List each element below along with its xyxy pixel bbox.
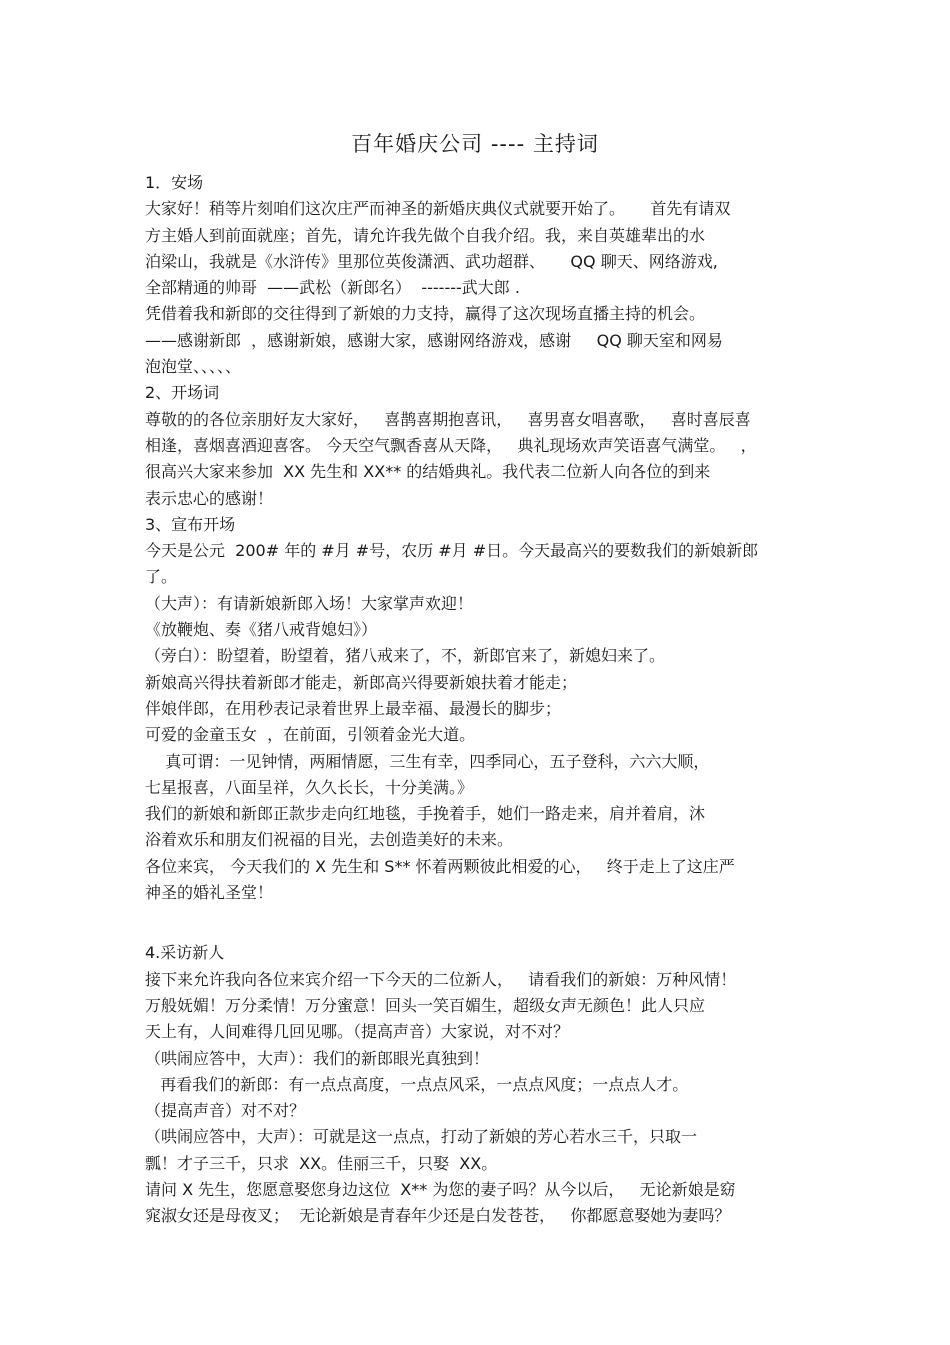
text-line: 方主婚人到前面就座；首先，请允许我先做个自我介绍。我，来自英雄辈出的水 — [145, 225, 706, 245]
text-line: （提高声音）对不对？ — [145, 1101, 306, 1121]
text-line: （哄闹应答中，大声）：可就是这一点点，打动了新娘的芳心若水三千，只取一 — [145, 1127, 698, 1147]
text-line: 今天是公元 200# 年的 #月 #号，农历 #月 #日。今天最高兴的要数我们的新娘新郎 — [145, 541, 759, 561]
text-line: 表示忠心的感谢！ — [145, 488, 274, 508]
text-line: 了。 — [145, 567, 178, 587]
text-line: 真可谓：一见钟情，两厢情愿，三生有幸，四季同心，五子登科，六六大顺， — [145, 751, 710, 771]
text-line: 相逢，喜烟喜酒迎喜客。 今天空气飘香喜从天降， 典礼现场欢声笑语喜气满堂。 ， — [145, 435, 757, 455]
text-line: 全部精通的帅哥 ——武松（新郎名） -------武大郎 . — [145, 278, 520, 298]
text-line: 万般妩媚！万分柔情！万分蜜意！回头一笑百媚生，超级女声无颜色！此人只应 — [145, 995, 706, 1015]
document-body — [145, 170, 810, 1230]
text-line: （哄闹应答中，大声）：我们的新郎眼光真独到！ — [145, 1048, 490, 1068]
text-line: 再看我们的新郎：有一点点高度，一点点风采，一点点风度；一点点人才。 — [145, 1074, 689, 1094]
document-title: 百年婚庆公司 ---- 主持词 — [351, 132, 599, 156]
text-line: 接下来允许我向各位来宾介绍一下今天的二位新人， 请看我们的新娘：万种风情！ — [145, 969, 737, 989]
text-line: ——感谢新郎 ，感谢新娘，感谢大家，感谢网络游戏，感谢 QQ 聊天室和网易 — [145, 330, 723, 350]
text-line: 凭借着我和新郎的交往得到了新娘的力支持，赢得了这次现场直播主持的机会。 — [145, 304, 706, 324]
text-line: 七星报喜，八面呈祥，久久长长，十分美满。》 — [145, 777, 474, 797]
text-line: 可爱的金童玉女 ，在前面，引领着金光大道。 — [145, 725, 476, 745]
text-line: 《放鞭炮、奏《猪八戒背媳妇》） — [145, 620, 378, 640]
text-line: （旁白）：盼望着，盼望着，猪八戒来了，不，新郎官来了，新媳妇来了。 — [145, 646, 666, 666]
text-line: 4.采访新人 — [145, 943, 225, 963]
text-line: 请问 X 先生，您愿意娶您身边这位 X** 为您的妻子吗？从今以后， 无论新娘是窈 — [145, 1179, 736, 1199]
text-line: 瓢！才子三千，只求 XX。佳丽三千，只娶 XX。 — [145, 1153, 498, 1173]
text-line: 各位来宾， 今天我们的 X 先生和 S** 怀着两颗彼此相爱的心， 终于走上了这庄严 — [145, 856, 735, 876]
text-line: 我们的新娘和新郎正款步走向红地毯，手挽着手，她们一路走来，肩并着肩，沐 — [145, 804, 706, 824]
text-line: 2、开场词 — [145, 383, 220, 403]
text-line: 尊敬的的各位亲朋好友大家好， 喜鹊喜期抱喜讯， 喜男喜女唱喜歌， 喜时喜辰喜 — [145, 409, 751, 429]
text-line: 浴着欢乐和朋友们祝福的目光，去创造美好的未来。 — [145, 830, 514, 850]
text-line: 3、宣布开场 — [145, 514, 236, 534]
text-line: 新娘高兴得扶着新郎才能走，新郎高兴得要新娘扶着才能走； — [145, 672, 578, 692]
text-line: （大声）：有请新娘新郎入场！大家掌声欢迎！ — [145, 593, 474, 613]
text-line: 泡泡堂、、、、、 — [145, 357, 242, 377]
text-line: 天上有，人间难得几回见哪。（提高声音）大家说，对不对？ — [145, 1022, 570, 1042]
text-line: 大家好！稍等片刻咱们这次庄严而神圣的新婚庆典仪式就要开始了。 首先有请双 — [145, 199, 731, 219]
text-line: 窕淑女还是母夜叉； 无论新娘是青春年少还是白发苍苍， 你都愿意娶她为妻吗？ — [145, 1206, 731, 1226]
text-line: 1．安场 — [145, 173, 204, 192]
text-line: 伴娘伴郎，在用秒表记录着世界上最幸福、最漫长的脚步； — [145, 698, 562, 718]
text-line: 泊梁山，我就是《水浒传》里那位英俊潇洒、武功超群、 QQ 聊天、网络游戏, — [145, 251, 718, 271]
text-line: 很高兴大家来参加 XX 先生和 XX** 的结婚典礼。我代表二位新人向各位的到来 — [145, 462, 711, 482]
text-line — [145, 906, 810, 940]
text-line: 神圣的婚礼圣堂！ — [145, 883, 274, 903]
